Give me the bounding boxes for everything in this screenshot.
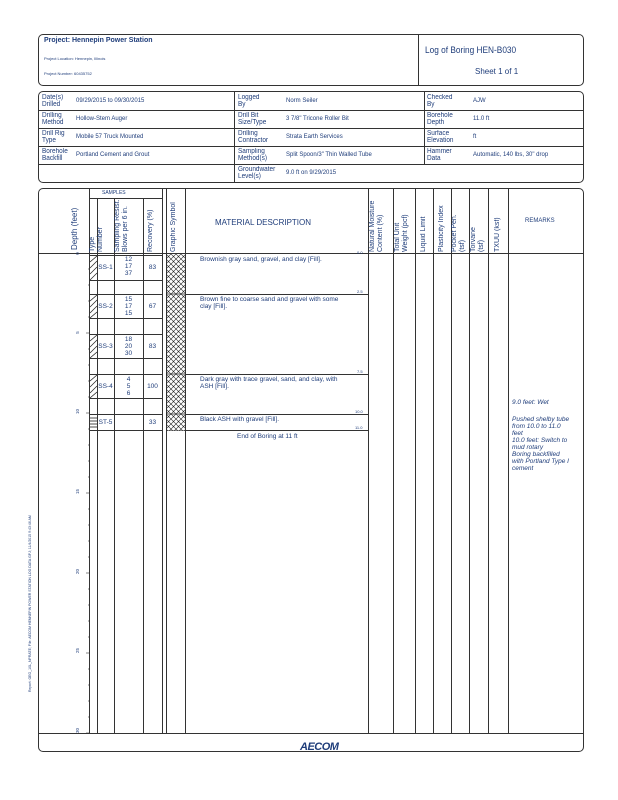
sheet-number: Sheet 1 of 1 [475,67,519,76]
col-samples: SAMPLES [102,190,126,196]
backfill-value: Portland Cement and Grout [76,152,150,158]
col-depth: Depth (feet) [70,207,79,250]
side-report-text: Report: GEO_10L_NPRATE; File: AECOM HENNEPIN POWER STATION LOG DATA.GPJ; 11/4/2015 9:43:46 AM [28,515,32,692]
blows-1b: 17 [124,263,133,270]
checked-label: Checked By [427,94,453,108]
col-dry: Total Unit Weight (pcf) [394,214,409,252]
stratum-2-description: Brown fine to coarse sand and gravel with some clay [Fill]. [200,296,339,310]
hammer-value: Automatic, 140 lbs, 30" drop [473,152,549,158]
blows-4c: 6 [126,390,131,397]
contractor-value: Strata Earth Services [286,134,343,140]
remark-wet: 9.0 feet: Wet [512,399,549,406]
depth-label: Borehole Depth [427,112,453,126]
rig-label: Drill Rig Type [42,130,65,144]
contractor-label: Drilling Contractor [238,130,269,144]
blows-1c: 37 [124,270,133,277]
stratum-1-description: Brownish gray sand, gravel, and clay [Fill]. [200,256,322,263]
backfill-label: Borehole Backfill [42,148,68,162]
col-torvane: Torvane (tsf) [470,227,485,252]
bit-value: 3 7/8" Tricone Roller Bit [286,116,349,122]
project-location: Project Location: Hennepin, Illinois [44,56,106,61]
remark-shelby: Pushed shelby tube from 10.0 to 11.0 feet 10.0 feet: Switch to mud rotary Boring backfilled with Portland Type I cement [512,416,570,472]
depth-tick-25: 25 [75,647,81,654]
aecom-logo: AECOM [300,741,339,753]
depth-tick-0: 0 [74,252,80,255]
bit-label: Drill Bit Size/Type [238,112,267,126]
header-divider [418,35,419,85]
hammer-label: Hammer Data [427,148,452,162]
sampling-label: Sampling Method(s) [238,148,267,162]
dates-label: Date(s) Drilled [42,94,64,108]
sample-hatch-ss1 [90,256,97,280]
col-tcc: TXUU (ksf) [494,217,501,252]
col-moisture: Natural Moisture Content (%) [369,200,384,252]
blows-1a: 12 [124,256,133,263]
stratum-3-description: Dark gray with trace gravel, sand, and clay, with ASH [Fill]. [200,376,338,390]
logged-value: Norm Seiler [286,98,318,104]
depth-tick-5: 5 [74,331,80,334]
blows-2b: 17 [124,303,133,310]
surface-label: Surface Elevation [427,130,454,144]
project-title: Project: Hennepin Power Station [44,37,153,44]
blows-3b: 20 [124,343,133,350]
recovery-4: 100 [147,383,158,390]
sampling-value: Split Spoon/3" Thin Walled Tube [286,152,372,158]
end-elevation: 11.0 [355,425,363,430]
recovery-1: 83 [148,264,157,271]
dates-value: 09/29/2015 to 09/30/2015 [76,98,145,104]
blows-3c: 30 [124,350,133,357]
method-label: Drilling Method [42,112,64,126]
blows-2a: 15 [124,296,133,303]
col-graphic: Graphic Symbol [170,202,177,252]
col-ll: Liquid Limit [420,216,427,252]
log-title: Log of Boring HEN-B030 [425,45,517,55]
col-pi: Plasticity Index [438,205,445,252]
recovery-2: 67 [148,303,157,310]
sample-id-4: SS-4 [98,383,113,390]
col-type: Type Number [89,227,104,252]
stratum-4-top: 10.0 [355,409,363,414]
sample-id-2: SS-2 [98,303,113,310]
stratum-1-top: 0.0 [357,250,363,255]
depth-tick-20: 20 [75,568,81,575]
sample-id-3: SS-3 [98,343,113,350]
checked-value: AJW [473,98,486,104]
method-value: Hollow-Stem Auger [76,116,128,122]
recovery-3: 83 [148,343,157,350]
col-material: MATERIAL DESCRIPTION [215,218,312,227]
sample-hatch-ss4 [90,375,97,398]
end-of-boring: End of Boring at 11 ft [237,433,298,440]
surface-value: ft [473,134,477,140]
depth-scale [84,253,90,735]
stratum-4-description: Black ASH with gravel [Fill]. [200,416,280,423]
blows-4b: 5 [126,383,131,390]
depth-value: 11.0 ft [473,116,490,122]
col-remarks: REMARKS [525,218,555,224]
sample-id-5: ST-5 [98,419,113,426]
stratum-2-top: 2.5 [357,289,363,294]
depth-tick-15: 15 [75,488,81,495]
depth-tick-10: 10 [75,408,81,415]
groundwater-value: 9.0 ft on 9/29/2015 [286,170,337,176]
col-recovery: Recovery (%) [147,209,154,252]
recovery-5: 33 [148,419,157,426]
col-pocket: Pocket Pen. (tsf) [451,214,466,252]
depth-tick-30: 30 [75,727,81,734]
col-blows: Sampling Resist. Blows per 6 in. [114,199,129,252]
blows-2c: 15 [124,310,133,317]
blows-3a: 18 [124,336,133,343]
sample-fill-st5 [90,415,97,430]
sample-hatch-ss2 [90,295,97,318]
groundwater-label: Groundwater Level(s) [238,166,276,180]
graphic-symbol-fill [166,254,185,431]
stratum-3-top: 7.5 [357,369,363,374]
blows-4a: 4 [126,376,131,383]
logged-label: Logged By [238,94,260,108]
sample-id-1: SS-1 [98,264,113,271]
rig-value: Mobile 57 Truck Mounted [76,134,144,140]
sample-hatch-ss3 [90,335,97,358]
project-number: Project Number: 60435752 [44,71,92,76]
